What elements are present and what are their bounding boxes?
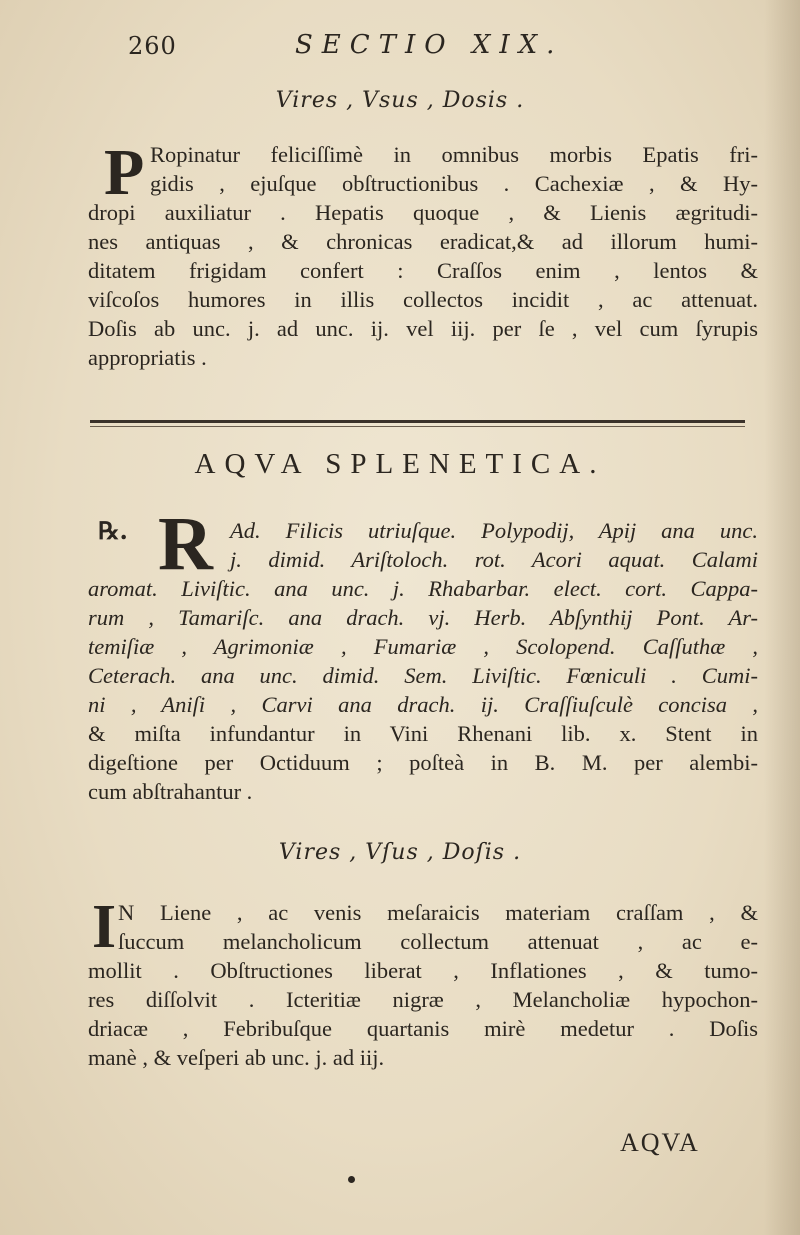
text-line: aromat. Liviſtic. ana unc. j. Rhabarbar. elect. cort. Cappa- xyxy=(88,576,758,601)
text-line: Ceterach. ana unc. dimid. Sem. Liviſtic. Fœniculi . Cumi- xyxy=(88,663,758,688)
paragraph-propinatur xyxy=(88,136,758,372)
text-line: ditatem frigidam confert : Craſſos enim , lentos & xyxy=(88,258,758,283)
paragraph-in-liene xyxy=(88,893,758,1072)
text-line: digeſtione per Octiduum ; poſteà in B. M. per alembi- xyxy=(88,750,758,775)
text-line: driacæ , Febribuſque quartanis mirè medetur . Doſis xyxy=(88,1016,758,1041)
subhead-vires-usus-dosis: Vires , Vsus , Dosis . xyxy=(275,88,525,113)
text-line: res diſſolvit . Icteritiæ nigræ , Melancholiæ hypochon- xyxy=(88,987,758,1012)
text-line: manè , & veſperi ab unc. j. ad iij. xyxy=(88,1045,385,1070)
text-line: Doſis ab unc. j. ad unc. ij. vel iij. per ſe , vel cum ſyrupis xyxy=(88,316,758,341)
text-line: Ad. Filicis utriuſque. Polypodij, Apij ana unc. xyxy=(230,518,758,543)
text-line: rum , Tamariſc. ana drach. vj. Herb. Abſynthij Pont. Ar- xyxy=(88,605,758,630)
text-line: temiſiæ , Agrimoniæ , Fumariæ , Scolopend. Caſſuthæ , xyxy=(88,634,758,659)
text-line: Ropinatur feliciſſimè in omnibus morbis Epatis fri- xyxy=(150,142,758,167)
text-line: viſcoſos humores in illis collectos incidit , ac attenuat. xyxy=(88,287,758,312)
running-head: SECTIO XIX. xyxy=(295,30,564,60)
section-title-aqua-splenetica: AQVA SPLENETICA. xyxy=(194,448,606,480)
text-line: dropi auxiliatur . Hepatis quoque , & Lienis ægritudi- xyxy=(88,200,758,225)
page-number: 260 xyxy=(128,32,177,60)
text-line: mollit . Obſtructiones liberat , Inflationes , & tumo- xyxy=(88,958,758,983)
text-line: gidis , ejuſque obſtructionibus . Cachexiæ , & Hy- xyxy=(150,171,758,196)
text-line: & miſta infundantur in Vini Rhenani lib. x. Stent in xyxy=(88,721,758,746)
ink-dot xyxy=(348,1176,355,1183)
page-header xyxy=(120,28,680,68)
text-line: N Liene , ac venis meſaraicis materiam craſſam , & xyxy=(118,900,758,925)
paragraph-recipe xyxy=(88,516,758,806)
text-line: cum abſtrahantur . xyxy=(88,779,253,804)
recipe-symbol: ℞. xyxy=(98,516,128,545)
drop-cap-r: R xyxy=(158,502,213,586)
subhead-vires-usus-dosis-2: Vires , Vſus , Doſis . xyxy=(278,840,522,865)
text-line: appropriatis . xyxy=(88,345,207,370)
text-line: j. dimid. Ariſtoloch. rot. Acori aquat. Calami xyxy=(230,547,758,572)
page-edge-shadow xyxy=(764,0,800,1235)
drop-cap-i: I xyxy=(92,893,117,961)
text-line: ni , Aniſi , Carvi ana drach. ij. Craſſiuſculè concisa , xyxy=(88,692,758,717)
section-divider-rule xyxy=(90,420,745,423)
catchword: AQVA xyxy=(620,1128,700,1157)
text-line: nes antiquas , & chronicas eradicat,& ad illorum humi- xyxy=(88,229,758,254)
drop-cap-p: P xyxy=(104,136,145,209)
section-divider-rule-thin xyxy=(90,426,745,427)
text-line: ſuccum melancholicum collectum attenuat , ac e- xyxy=(118,929,758,954)
